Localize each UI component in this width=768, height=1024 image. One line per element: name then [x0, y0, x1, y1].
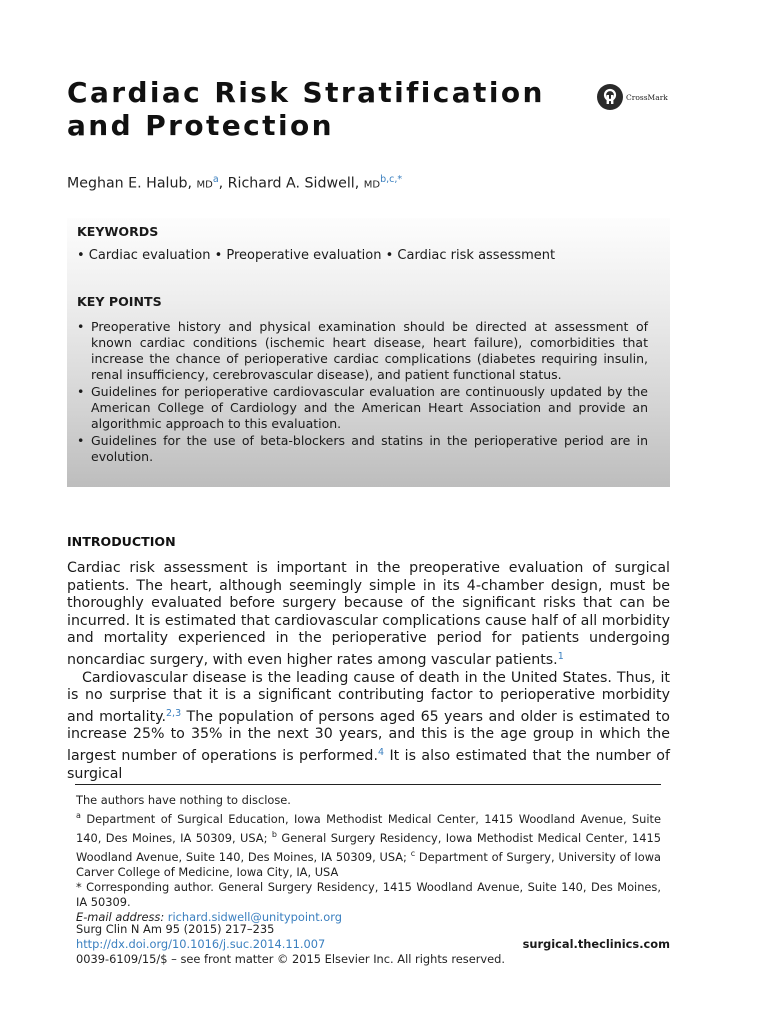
paragraph	[67, 670, 670, 784]
key-point-item: • Preoperative history and physical examination should be directed at assessment of known cardiac conditions (ischemic heart disease, heart failure), comorbidities that increase the chance of perioperative cardiac complications (diabetes requiring insulin, renal insufficiency, cerebrovascular disease), and patient functional status.	[77, 319, 648, 383]
article-title	[67, 76, 587, 142]
key-points-heading: KEY POINTS	[77, 294, 162, 309]
affiliation-c: Department of Surgery, University of Iowa Carver College of Medicine, Iowa City, IA, USA	[76, 849, 661, 879]
author-2-name: Richard A. Sidwell,	[227, 175, 360, 192]
doi-link[interactable]: http://dx.doi.org/10.1016/j.suc.2014.11.007	[76, 937, 326, 952]
copyright-note: 0039-6109/15/$ – see front matter © 2015 Elsevier Inc. All rights reserved.	[76, 952, 506, 967]
crossmark-icon	[597, 84, 623, 110]
email-link[interactable]: richard.sidwell@unitypoint.org	[167, 910, 342, 925]
author-1-name: Meghan E. Halub,	[67, 175, 192, 192]
author-1-affiliation[interactable]: a	[212, 174, 219, 185]
affiliation-mark-b: b	[271, 829, 277, 839]
key-points-list	[77, 319, 648, 466]
disclosure-note: The authors have nothing to disclose.	[76, 793, 291, 807]
email-label: E-mail address:	[76, 910, 165, 925]
author-line	[67, 174, 402, 192]
journal-citation: Surg Clin N Am 95 (2015) 217–235	[76, 922, 275, 936]
title-line-2: and Protection	[67, 109, 334, 142]
paragraph-2-text-a: Cardiovascular disease is the leading cause of death in the United States. Thus, it is no surprise that it is a significant contributing factor to perioperative morbidity and mortality.	[67, 669, 670, 725]
affiliation-b: General Surgery Residency, Iowa Methodist Medical Center, 1415 Woodland Avenue, Suite 140, Des Moines, IA 50309, USA;	[76, 830, 661, 864]
paragraph-2-text-b: The population of persons aged 65 years and older is estimated to increase 25% to 35% in the next 30 years, and this is the age group in which the largest number of operations is performed.	[67, 708, 670, 764]
paragraph	[67, 560, 670, 670]
journal-info	[76, 922, 670, 968]
affiliation-a: Department of Surgical Education, Iowa Methodist Medical Center, 1415 Woodland Avenue, Suite 140, Des Moines, IA 50309, USA;	[76, 811, 661, 845]
paragraph-1-text: Cardiac risk assessment is important in the preoperative evaluation of surgical patients. The heart, although seemingly simple in its 4-chamber design, must be thoroughly evaluated before surgery because of the significant risks that can be incurred. It is estimated that cardiovascular complications cause half of all morbidity and mortality experienced in the perioperative period for patients undergoing noncardiac surgery, with even higher rates among vascular patients.	[67, 560, 670, 668]
footnotes	[76, 793, 661, 925]
paragraph-2-text-c: It is also estimated that the number of surgical	[67, 747, 670, 782]
author-2-degree: MD	[363, 179, 381, 191]
affiliation-mark-c: c	[410, 848, 416, 858]
affiliation-mark-a: a	[76, 811, 81, 821]
keywords-list: • Cardiac evaluation • Preoperative evaluation • Cardiac risk assessment	[77, 248, 556, 263]
author-1-degree: MD	[196, 179, 213, 191]
keywords-heading: KEYWORDS	[77, 224, 159, 239]
introduction-heading: INTRODUCTION	[67, 534, 176, 549]
footnote-divider	[75, 784, 661, 785]
corresponding-author-note: * Corresponding author. General Surgery Residency, 1415 Woodland Avenue, Suite 140, Des Moines, IA 50309.	[76, 879, 661, 909]
reference-link[interactable]: 4	[377, 746, 384, 758]
key-point-item: • Guidelines for perioperative cardiovascular evaluation are continuously updated by the American College of Cardiology and the American Heart Association and provide an algorithmic approach to this evaluation.	[77, 384, 648, 432]
key-point-item: • Guidelines for the use of beta-blockers and statins in the perioperative period are in evolution.	[77, 433, 648, 465]
crossmark-badge[interactable]	[597, 83, 668, 111]
reference-link[interactable]: 2,3	[166, 707, 182, 719]
keywords-keypoints-box	[67, 218, 670, 487]
author-2-affiliation[interactable]: b,c,*	[380, 174, 403, 185]
affiliations-note	[76, 808, 661, 880]
title-line-1: Cardiac Risk Stratification	[67, 76, 545, 109]
journal-site-link[interactable]: surgical.theclinics.com	[522, 937, 670, 952]
crossmark-label: CrossMark	[626, 92, 668, 102]
author-separator: ,	[218, 175, 228, 192]
reference-link[interactable]: 1	[557, 650, 564, 662]
introduction-body	[67, 560, 670, 783]
